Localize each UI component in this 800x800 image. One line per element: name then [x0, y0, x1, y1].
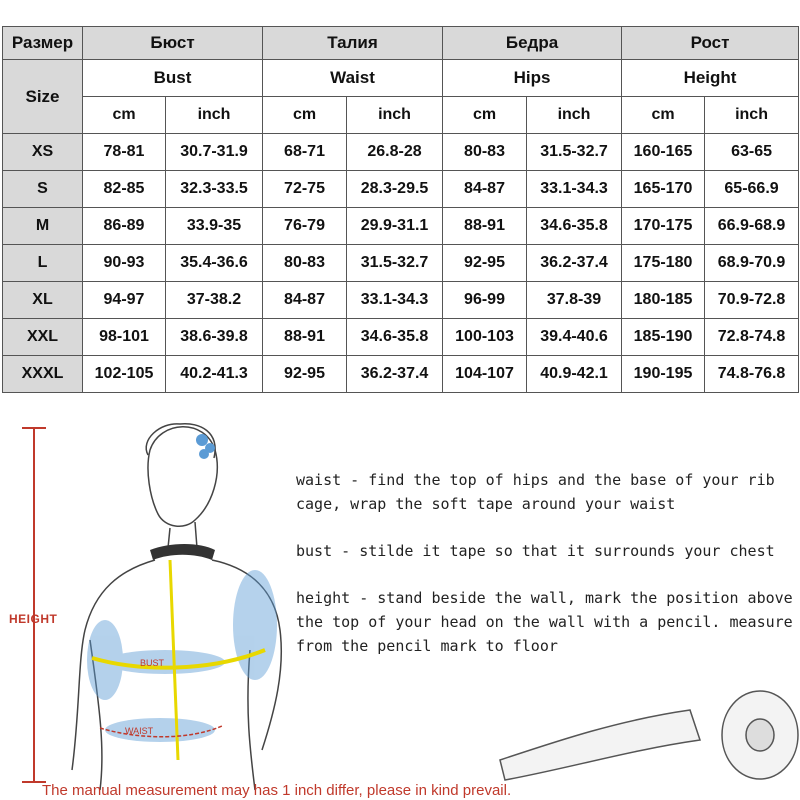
value-cell-hips-cm: 80-83: [443, 134, 527, 171]
unit-cm: cm: [263, 97, 347, 134]
header-bust-ru: Бюст: [83, 27, 263, 60]
value-cell-waist-in: 33.1-34.3: [347, 282, 443, 319]
header-row-english: [3, 60, 799, 97]
size-cell: XS: [3, 134, 83, 171]
value-cell-waist-in: 31.5-32.7: [347, 245, 443, 282]
value-cell-waist-in: 28.3-29.5: [347, 171, 443, 208]
value-cell-height-in: 68.9-70.9: [705, 245, 799, 282]
value-cell-waist-cm: 72-75: [263, 171, 347, 208]
value-cell-waist-cm: 88-91: [263, 319, 347, 356]
value-cell-hips-in: 34.6-35.8: [527, 208, 622, 245]
waist-label: WAIST: [125, 726, 154, 736]
value-cell-bust-cm: 86-89: [83, 208, 166, 245]
value-cell-hips-in: 37.8-39: [527, 282, 622, 319]
value-cell-hips-cm: 88-91: [443, 208, 527, 245]
value-cell-height-in: 74.8-76.8: [705, 356, 799, 393]
value-cell-height-in: 72.8-74.8: [705, 319, 799, 356]
value-cell-height-cm: 190-195: [622, 356, 705, 393]
value-cell-bust-in: 30.7-31.9: [166, 134, 263, 171]
header-hips-ru: Бедра: [443, 27, 622, 60]
size-cell: L: [3, 245, 83, 282]
value-cell-waist-cm: 80-83: [263, 245, 347, 282]
value-cell-hips-cm: 104-107: [443, 356, 527, 393]
measuring-tape-icon: [500, 691, 798, 780]
header-waist-ru: Талия: [263, 27, 443, 60]
value-cell-waist-in: 26.8-28: [347, 134, 443, 171]
value-cell-bust-cm: 90-93: [83, 245, 166, 282]
measurement-guide: [0, 410, 800, 800]
bust-label: BUST: [140, 658, 165, 668]
instruction-bust: bust - stilde it tape so that it surrounds your chest: [296, 542, 775, 560]
height-label: HEIGHT: [9, 612, 58, 626]
value-cell-bust-in: 33.9-35: [166, 208, 263, 245]
value-cell-hips-in: 36.2-37.4: [527, 245, 622, 282]
unit-cm: cm: [443, 97, 527, 134]
value-cell-waist-cm: 84-87: [263, 282, 347, 319]
value-cell-hips-cm: 100-103: [443, 319, 527, 356]
value-cell-height-cm: 185-190: [622, 319, 705, 356]
instructions-block: [296, 468, 796, 681]
size-cell: M: [3, 208, 83, 245]
unit-cm: cm: [622, 97, 705, 134]
value-cell-bust-in: 35.4-36.6: [166, 245, 263, 282]
value-cell-bust-in: 38.6-39.8: [166, 319, 263, 356]
value-cell-hips-cm: 84-87: [443, 171, 527, 208]
value-cell-hips-in: 31.5-32.7: [527, 134, 622, 171]
unit-inch: inch: [705, 97, 799, 134]
unit-cm: cm: [83, 97, 166, 134]
value-cell-hips-cm: 96-99: [443, 282, 527, 319]
header-hips-en: Hips: [443, 60, 622, 97]
table-row: [3, 245, 799, 282]
value-cell-bust-cm: 98-101: [83, 319, 166, 356]
instruction-height: height - stand beside the wall, mark the position above the top of your head on the wall with a pencil. measure from the pencil mark to floor: [296, 589, 793, 655]
value-cell-hips-cm: 92-95: [443, 245, 527, 282]
value-cell-bust-cm: 82-85: [83, 171, 166, 208]
table-row: [3, 208, 799, 245]
header-size-en: Size: [3, 60, 83, 134]
value-cell-height-cm: 165-170: [622, 171, 705, 208]
value-cell-bust-in: 37-38.2: [166, 282, 263, 319]
value-cell-waist-cm: 68-71: [263, 134, 347, 171]
value-cell-hips-in: 40.9-42.1: [527, 356, 622, 393]
disclaimer-text: The manual measurement may has 1 inch differ, please in kind prevail.: [42, 782, 512, 799]
value-cell-height-in: 65-66.9: [705, 171, 799, 208]
value-cell-height-cm: 170-175: [622, 208, 705, 245]
header-waist-en: Waist: [263, 60, 443, 97]
value-cell-waist-in: 36.2-37.4: [347, 356, 443, 393]
table-row: [3, 356, 799, 393]
collar: [150, 544, 215, 560]
unit-inch: inch: [527, 97, 622, 134]
header-height-en: Height: [622, 60, 799, 97]
value-cell-waist-cm: 76-79: [263, 208, 347, 245]
header-height-ru: Рост: [622, 27, 799, 60]
value-cell-height-cm: 160-165: [622, 134, 705, 171]
size-chart-table: [2, 26, 799, 393]
value-cell-height-in: 63-65: [705, 134, 799, 171]
value-cell-height-cm: 175-180: [622, 245, 705, 282]
value-cell-height-cm: 180-185: [622, 282, 705, 319]
header-row-russian: [3, 27, 799, 60]
value-cell-waist-in: 29.9-31.1: [347, 208, 443, 245]
header-size-ru: Размер: [3, 27, 83, 60]
unit-inch: inch: [347, 97, 443, 134]
value-cell-waist-in: 34.6-35.8: [347, 319, 443, 356]
height-ruler: [22, 428, 46, 782]
value-cell-bust-cm: 94-97: [83, 282, 166, 319]
size-cell: S: [3, 171, 83, 208]
size-cell: XXXL: [3, 356, 83, 393]
header-row-units: [3, 97, 799, 134]
value-cell-bust-cm: 102-105: [83, 356, 166, 393]
value-cell-hips-in: 33.1-34.3: [527, 171, 622, 208]
value-cell-waist-cm: 92-95: [263, 356, 347, 393]
table-row: [3, 171, 799, 208]
size-table-body: [3, 27, 799, 393]
value-cell-bust-cm: 78-81: [83, 134, 166, 171]
table-row: [3, 319, 799, 356]
value-cell-height-in: 70.9-72.8: [705, 282, 799, 319]
header-bust-en: Bust: [83, 60, 263, 97]
value-cell-bust-in: 32.3-33.5: [166, 171, 263, 208]
size-cell: XXL: [3, 319, 83, 356]
unit-inch: inch: [166, 97, 263, 134]
value-cell-hips-in: 39.4-40.6: [527, 319, 622, 356]
table-row: [3, 282, 799, 319]
value-cell-bust-in: 40.2-41.3: [166, 356, 263, 393]
instruction-waist: waist - find the top of hips and the base of your rib cage, wrap the soft tape around your waist: [296, 471, 775, 513]
size-cell: XL: [3, 282, 83, 319]
table-row: [3, 134, 799, 171]
value-cell-height-in: 66.9-68.9: [705, 208, 799, 245]
